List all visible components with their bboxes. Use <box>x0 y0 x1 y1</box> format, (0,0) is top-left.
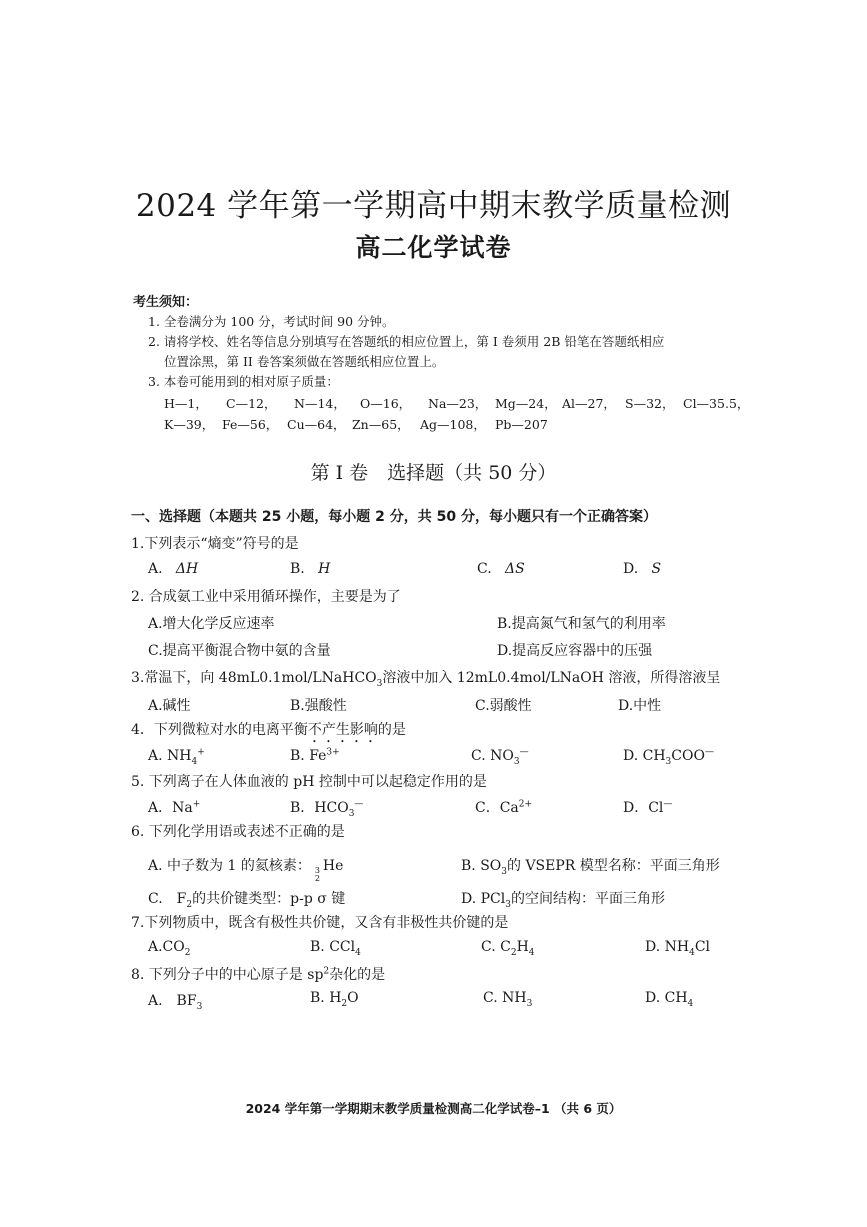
page-footer: 2024 学年第一学期期末教学质量检测高二化学试卷–1 （共 6 页） <box>245 1101 622 1116</box>
mass-h: H—1， <box>164 396 208 411</box>
mass-pb: Pb—207 <box>495 417 548 432</box>
question-2-option-c: C.提高平衡混合物中氨的含量 <box>148 643 331 659</box>
nuclide-notation: 3 2 <box>314 866 320 883</box>
mass-cl: Cl—35.5， <box>683 396 750 411</box>
part-heading: 一、选择题（本题共 25 小题，每小题 2 分，共 50 分，每小题只有一个正确答案） <box>131 509 657 525</box>
question-6-stem: 6. 下列化学用语或表述不正确的是 <box>131 824 345 840</box>
question-4-option-d: D. $CH_3COO^—$ <box>623 747 714 767</box>
mass-ag: Ag—108， <box>420 417 486 432</box>
question-4-option-a: A. $NH_4^+$ <box>148 747 205 767</box>
question-3-option-c: C.弱酸性 <box>475 698 532 714</box>
question-1-option-c: C. ΔS <box>477 561 525 577</box>
mass-na: Na—23， <box>428 396 488 411</box>
question-8-stem: 8. 下列分子中的中心原子是 $sp^2$杂化的是 <box>131 966 386 983</box>
question-3-option-a: A.碱性 <box>148 698 191 714</box>
question-1-option-d: D. S <box>623 561 662 577</box>
mass-al: Al—27， <box>562 396 616 411</box>
exam-subtitle: 高二化学试卷 <box>355 233 512 262</box>
emphasis-text: 不产生影响 <box>307 722 378 738</box>
question-7-option-d: D. $NH_4Cl$ <box>645 939 711 958</box>
question-8-option-d: D. $CH_4$ <box>645 990 694 1009</box>
question-6-option-a: A. 中子数为 1 的氦核素： 3 2 He <box>148 858 344 883</box>
question-4-stem: 4．下列微粒对水的电离平衡不产生影响的是 <box>131 722 406 738</box>
question-8-option-a: A. $BF_3$ <box>148 993 203 1012</box>
question-2-option-a: A.增大化学反应速率 <box>148 616 275 632</box>
question-6-option-b: B. $SO_3$的 VSEPR 模型名称：平面三角形 <box>461 858 720 877</box>
question-6-option-c: C. $F_2$的共价键类型：p-p σ 键 <box>148 891 346 910</box>
question-6-option-d: D. PCl$_3$的空间结构：平面三角形 <box>461 891 665 910</box>
notice-item-3: 3. 本卷可能用到的相对原子质量： <box>148 374 339 389</box>
question-8-option-c: C. $NH_3$ <box>483 990 533 1009</box>
atomic-masses-row-1 <box>164 394 749 412</box>
section-title: 第 I 卷 选择题（共 50 分） <box>310 462 557 484</box>
mass-k: K—39， <box>164 417 215 432</box>
question-5-stem: 5. 下列离子在人体血液的 pH 控制中可以起稳定作用的是 <box>131 774 487 790</box>
question-1-option-b: B. H <box>290 561 331 577</box>
question-3-stem: 3.常温下，向 48mL0.1mol/LNaHCO$_3$溶液中加入 12mL0.4mol/LNaOH 溶液，所得溶液呈 <box>131 670 721 689</box>
mass-o: O—16， <box>360 396 412 411</box>
question-3-option-b: B.强酸性 <box>290 698 347 714</box>
mass-c: C—12， <box>226 396 277 411</box>
question-7-option-c: C. $C_2H_4$ <box>481 939 535 958</box>
question-7-option-a: $A.CO_2$ <box>148 939 191 958</box>
question-5-option-a: A．Na+ <box>148 799 201 816</box>
question-2-stem: 2. 合成氨工业中采用循环操作，主要是为了 <box>131 589 401 605</box>
mass-s: S—32， <box>625 396 675 411</box>
exam-title: 2024 学年第一学期高中期末教学质量检测 <box>135 188 732 224</box>
question-4-option-b: B. $Fe^{3+}$ <box>290 747 340 764</box>
notice-heading: 考生须知： <box>133 295 199 310</box>
question-5-option-d: D．Cl— <box>623 799 673 816</box>
atomic-masses-row-2 <box>164 415 548 433</box>
mass-fe: Fe—56， <box>222 417 279 432</box>
mass-mg: Mg—24， <box>495 396 557 411</box>
mass-cu: Cu—64， <box>287 417 346 432</box>
question-4-option-c: C. $NO_3^—$ <box>471 747 529 767</box>
question-5-option-b: B．$HCO_3^—$ <box>290 799 364 819</box>
question-7-stem: 7.下列物质中，既含有极性共价键，又含有非极性共价键的是 <box>131 915 509 931</box>
mass-n: N—14， <box>294 396 346 411</box>
notice-item-2-cont: 位置涂黑，第 II 卷答案须做在答题纸相应位置上。 <box>164 354 445 369</box>
question-7-option-b: B. CCl$_4$ <box>310 939 361 958</box>
notice-item-2: 2. 请将学校、姓名等信息分别填写在答题纸的相应位置上，第 I 卷须用 2B 铅笔在答题纸相应 <box>148 334 665 349</box>
question-2-option-d: D.提高反应容器中的压强 <box>497 643 653 659</box>
question-1-option-a: A. ΔH <box>148 561 199 577</box>
mass-zn: Zn—65， <box>352 417 410 432</box>
question-3-option-d: D.中性 <box>618 698 662 714</box>
notice-item-1: 1. 全卷满分为 100 分，考试时间 90 分钟。 <box>148 314 395 329</box>
question-1-stem: 1.下列表示“熵变”符号的是 <box>131 536 299 552</box>
question-2-option-b: B.提高氮气和氢气的利用率 <box>497 616 666 632</box>
question-5-option-c: C．$Ca^{2+}$ <box>475 799 533 816</box>
question-8-option-b: B. $H_2O$ <box>310 990 359 1009</box>
